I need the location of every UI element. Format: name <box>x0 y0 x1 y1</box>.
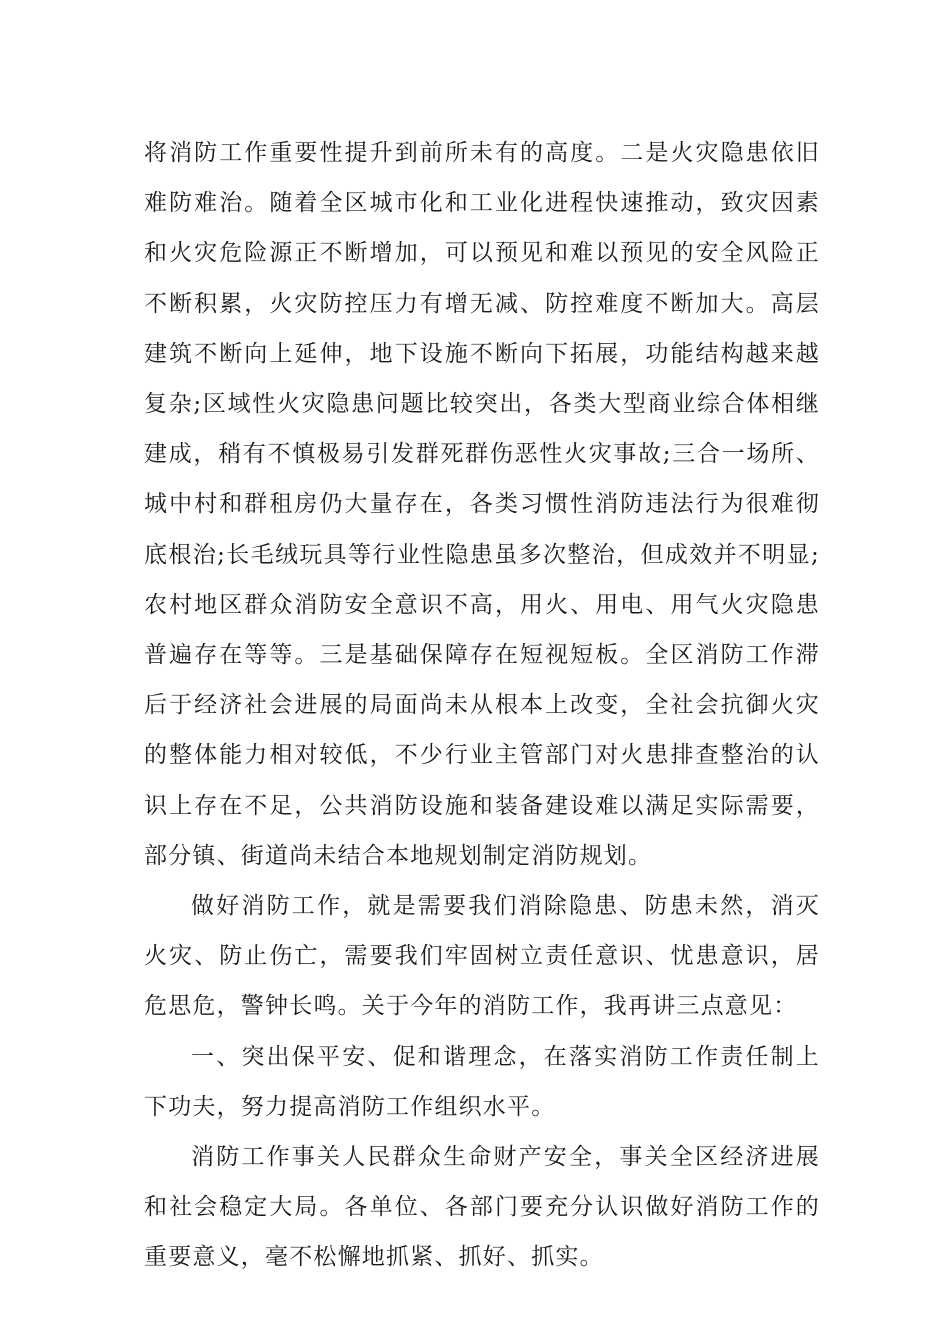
document-body <box>144 128 820 1283</box>
paragraph-fire-hazard-situation: 将消防工作重要性提升到前所未有的高度。二是火灾隐患依旧难防难治。随着全区城市化和工业化进程快速推动，致灾因素和火灾危险源正不断增加，可以预见和难以预见的安全风险正不断积累，火灾防控压力有增无减、防控难度不断加大。高层建筑不断向上延伸，地下设施不断向下拓展，功能结构越来越复杂;区域性火灾隐患问题比较突出，各类大型商业综合体相继建成，稍有不慎极易引发群死群伤恶性火灾事故;三合一场所、城中村和群租房仍大量存在，各类习惯性消防违法行为很难彻底根治;长毛绒玩具等行业性隐患虽多次整治，但成效并不明显;农村地区群众消防安全意识不高，用火、用电、用气火灾隐患普遍存在等等。三是基础保障存在短视短板。全区消防工作滞后于经济社会进展的局面尚未从根本上改变，全社会抗御火灾的整体能力相对较低，不少行业主管部门对火患排查整治的认识上存在不足，公共消防设施和装备建设难以满足实际需要，部分镇、街道尚未结合本地规划制定消防规划。 <box>144 140 820 869</box>
paragraph-fire-work-intro: 做好消防工作，就是需要我们消除隐患、防患未然，消灭火灾、防止伤亡，需要我们牢固树立责任意识、忧患意识，居危思危，警钟长鸣。关于今年的消防工作，我再讲三点意见： <box>144 893 820 1020</box>
paragraph-section-heading-one: 一、突出保平安、促和谐理念，在落实消防工作责任制上下功夫，努力提高消防工作组织水平。 <box>144 1043 820 1120</box>
paragraph-fire-work-importance: 消防工作事关人民群众生命财产安全，事关全区经济进展和社会稳定大局。各单位、各部门要充分认识做好消防工作的重要意义，毫不松懈地抓紧、抓好、抓实。 <box>144 1144 820 1271</box>
